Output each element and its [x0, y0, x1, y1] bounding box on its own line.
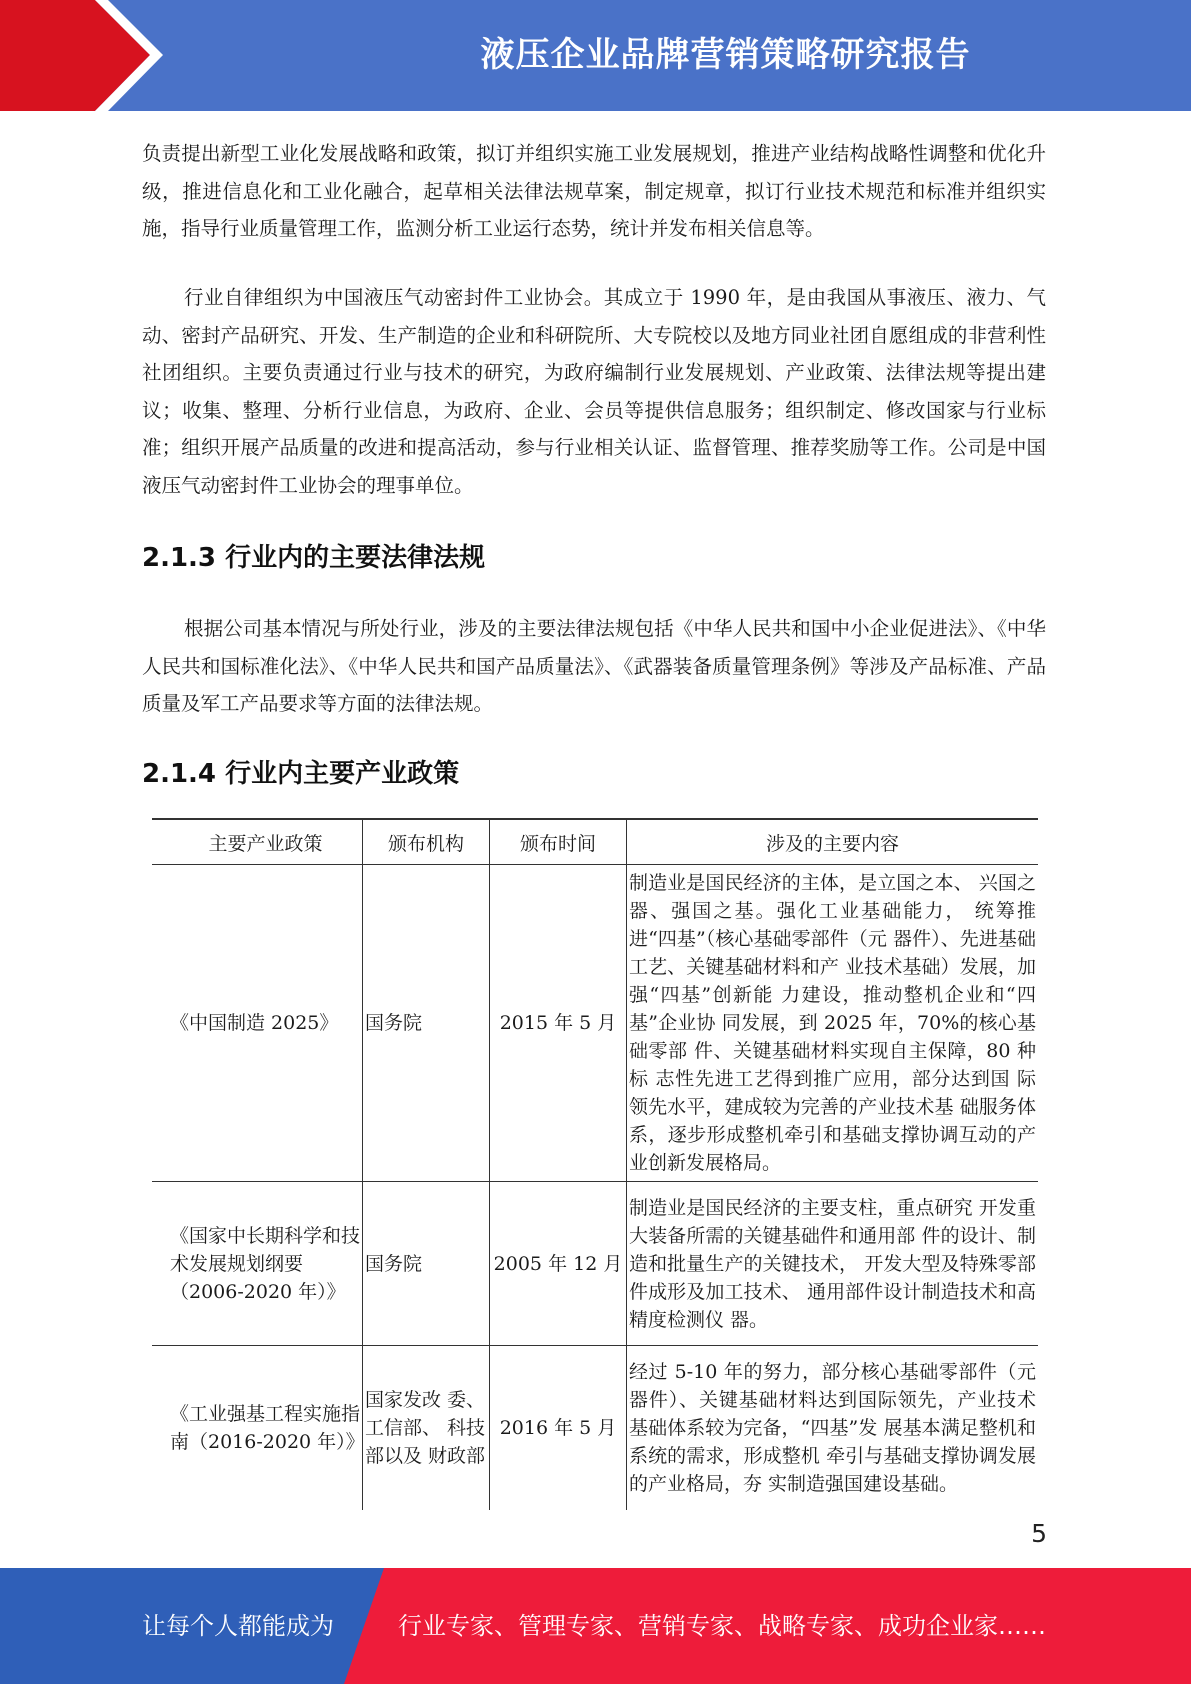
- cell-agency: 国务院: [363, 1182, 490, 1346]
- cell-policy: 《工业强基工程实施指南（2016-2020 年）》: [170, 1402, 365, 1453]
- column-header-date: 颁布时间: [490, 819, 627, 865]
- footer-slogan-left: 让每个人都能成为: [142, 1612, 334, 1640]
- cell-date: 2016 年 5 月: [490, 1346, 627, 1510]
- cell-date: 2005 年 12 月: [490, 1182, 627, 1346]
- table-row: [152, 865, 1038, 1182]
- footer-slogan-right: 行业专家、管理专家、营销专家、战略专家、成功企业家……: [398, 1612, 1046, 1640]
- table-header-row: [152, 819, 1038, 865]
- column-header-policy: 主要产业政策: [152, 819, 363, 865]
- column-header-content: 涉及的主要内容: [627, 819, 1039, 865]
- cell-date: 2015 年 5 月: [490, 865, 627, 1182]
- page-footer: [0, 1568, 1191, 1684]
- cell-content: 制造业是国民经济的主要支柱，重点研究 开发重大装备所需的关键基础件和通用部 件的设计、制造和批量生产的关键技术， 开发大型及特殊零部件成形及加工技术、 通用部件设计制造技术和高精度检测仪 器。: [627, 1182, 1039, 1346]
- cell-content: 经过 5-10 年的努力，部分核心基础零部件（元器件）、关键基础材料达到国际领先，产业技术基础体系较为完备，“四基”发 展基本满足整机和系统的需求，形成整机 牵引与基础支撑协调发展的产业格局，夯 实制造强国建设基础。: [627, 1346, 1039, 1510]
- table-row: [152, 1346, 1038, 1510]
- paragraph-text: 根据公司基本情况与所处行业，涉及的主要法律法规包括《中华人民共和国中小企业促进法》、《中华人民共和国标准化法》、《中华人民共和国产品质量法》、《武器装备质量管理条例》等涉及产品标准、产品质量及军工产品要求等方面的法律法规。: [142, 617, 1046, 715]
- cell-policy: 《国家中长期科学和技术发展规划纲要（2006-2020 年）》: [152, 1182, 363, 1346]
- page-number: 5: [1031, 1519, 1047, 1548]
- page-header: [0, 0, 1191, 111]
- cell-content: 制造业是国民经济的主体，是立国之本、 兴国之器、强国之基。强化工业基础能力， 统筹推进“四基”（核心基础零部件（元 器件）、先进基础工艺、关键基础材料和产 业技术基础）发展，加强“四基”创新能 力建设，推动整机企业和“四基”企业协 同发展，到 2025 年，70%的核心基础零部 件、关键基础材料实现自主保障，80 种标 志性先进工艺得到推广应用，部分达到国 际领先水平，建成较为完善的产业技术基 础服务体系，逐步形成整机牵引和基础支撑协调互动的产业创新发展格局。: [627, 865, 1039, 1182]
- industry-policy-table: [152, 818, 1038, 1510]
- paragraph-text: 负责提出新型工业化发展战略和政策，拟订并组织实施工业发展规划，推进产业结构战略性调整和优化升级，推进信息化和工业化融合，起草相关法律法规草案，制定规章，拟订行业技术规范和标准并组织实施，指导行业质量管理工作，监测分析工业运行态势，统计并发布相关信息等。: [142, 142, 1046, 240]
- cell-agency: 国家发改 委、工信部、 科技部以及 财政部: [363, 1346, 490, 1510]
- paragraph-industry-association: [142, 279, 1046, 504]
- table-row: [152, 1182, 1038, 1346]
- section-heading-2-1-3: 2.1.3 行业内的主要法律法规: [142, 543, 486, 573]
- paragraph-ministry-duties: [142, 135, 1046, 248]
- paragraph-laws: [142, 610, 1046, 723]
- column-header-agency: 颁布机构: [363, 819, 490, 865]
- report-title: 液压企业品牌营销策略研究报告: [480, 35, 971, 75]
- section-heading-2-1-4: 2.1.4 行业内主要产业政策: [142, 759, 460, 789]
- cell-policy: 《中国制造 2025》: [152, 865, 363, 1182]
- paragraph-text: 行业自律组织为中国液压气动密封件工业协会。其成立于 1990 年，是由我国从事液压、液力、气动、密封产品研究、开发、生产制造的企业和科研院所、大专院校以及地方同业社团自愿组成的非营利性社团组织。主要负责通过行业与技术的研究，为政府编制行业发展规划、产业政策、法律法规等提出建议；收集、整理、分析行业信息，为政府、企业、会员等提供信息服务；组织制定、修改国家与行业标准；组织开展产品质量的改进和提高活动，参与行业相关认证、监督管理、推荐奖励等工作。公司是中国液压气动密封件工业协会的理事单位。: [142, 286, 1046, 497]
- cell-agency: 国务院: [363, 865, 490, 1182]
